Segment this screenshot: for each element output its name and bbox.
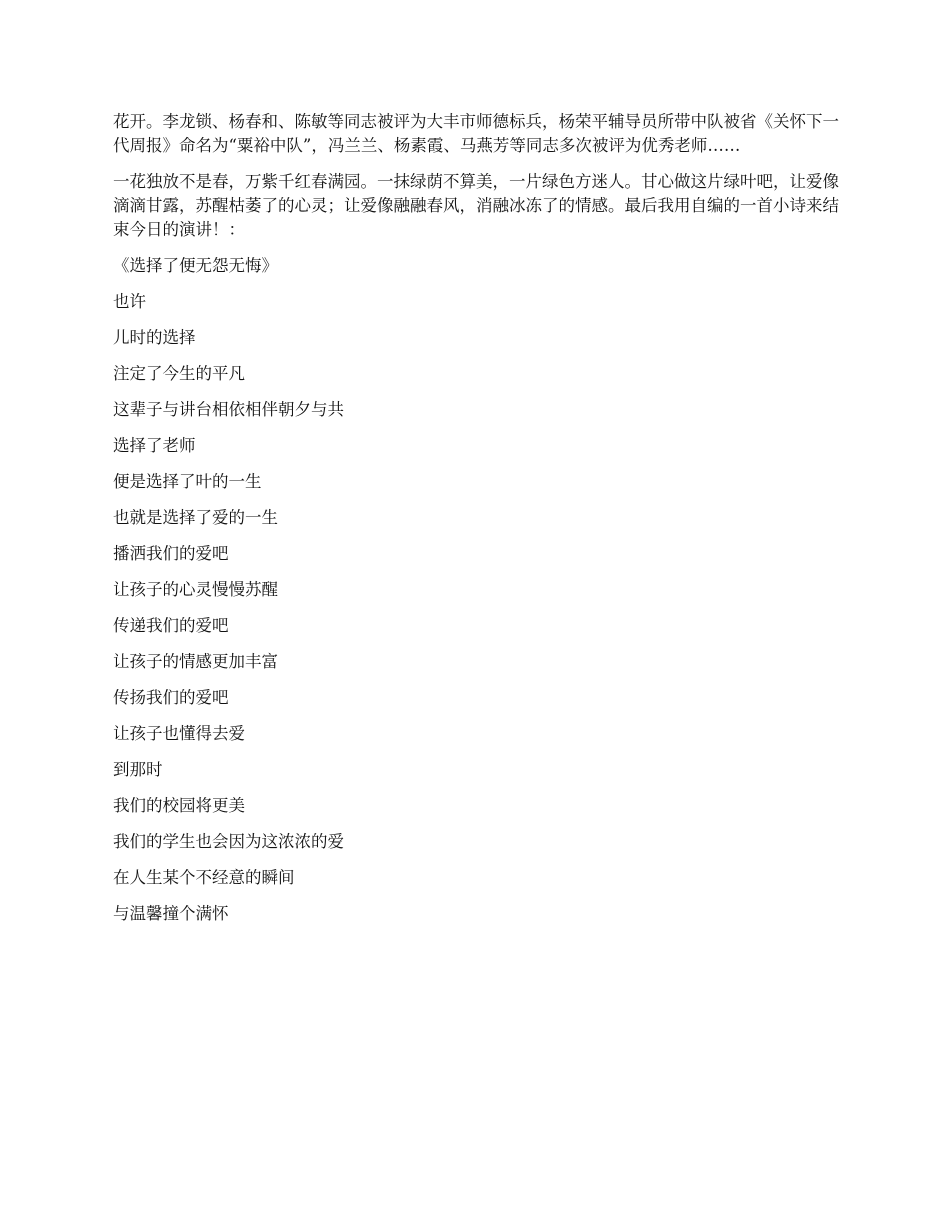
poem-line: 注定了今生的平凡 bbox=[113, 364, 245, 383]
poem-line: 我们的学生也会因为这浓浓的爱 bbox=[113, 832, 344, 851]
paragraph-closing: 一花独放不是春，万紫千红春满园。一抹绿荫不算美，一片绿色方迷人。甘心做这片绿叶吧，让爱像滴滴甘露，苏醒枯萎了的心灵；让爱像融融春风，消融冰冻了的情感。最后我用自编的一首小诗来结束今日的演讲！： bbox=[113, 172, 839, 239]
document-body bbox=[113, 110, 839, 938]
poem-line: 让孩子也懂得去爱 bbox=[113, 724, 245, 743]
poem-line: 传递我们的爱吧 bbox=[113, 616, 229, 635]
poem-title: 《选择了便无怨无悔》 bbox=[113, 256, 278, 275]
poem-line: 儿时的选择 bbox=[113, 328, 196, 347]
poem-line: 让孩子的心灵慢慢苏醒 bbox=[113, 580, 278, 599]
poem-line: 这辈子与讲台相依相伴朝夕与共 bbox=[113, 400, 344, 419]
poem-line: 传扬我们的爱吧 bbox=[113, 688, 229, 707]
paragraph-honors: 花开。李龙锁、杨春和、陈敏等同志被评为大丰市师德标兵，杨荣平辅导员所带中队被省《关怀下一代周报》命名为“粟裕中队”，冯兰兰、杨素霞、马燕芳等同志多次被评为优秀老师…… bbox=[113, 112, 839, 155]
poem-line: 播洒我们的爱吧 bbox=[113, 544, 229, 563]
poem-line: 让孩子的情感更加丰富 bbox=[113, 652, 278, 671]
poem bbox=[113, 290, 839, 926]
poem-line: 在人生某个不经意的瞬间 bbox=[113, 868, 295, 887]
poem-line: 也许 bbox=[113, 292, 146, 311]
poem-line: 我们的校园将更美 bbox=[113, 796, 245, 815]
poem-line: 便是选择了叶的一生 bbox=[113, 472, 262, 491]
poem-line: 也就是选择了爱的一生 bbox=[113, 508, 278, 527]
poem-line: 与温馨撞个满怀 bbox=[113, 904, 229, 923]
poem-line: 选择了老师 bbox=[113, 436, 196, 455]
poem-line: 到那时 bbox=[113, 760, 163, 779]
